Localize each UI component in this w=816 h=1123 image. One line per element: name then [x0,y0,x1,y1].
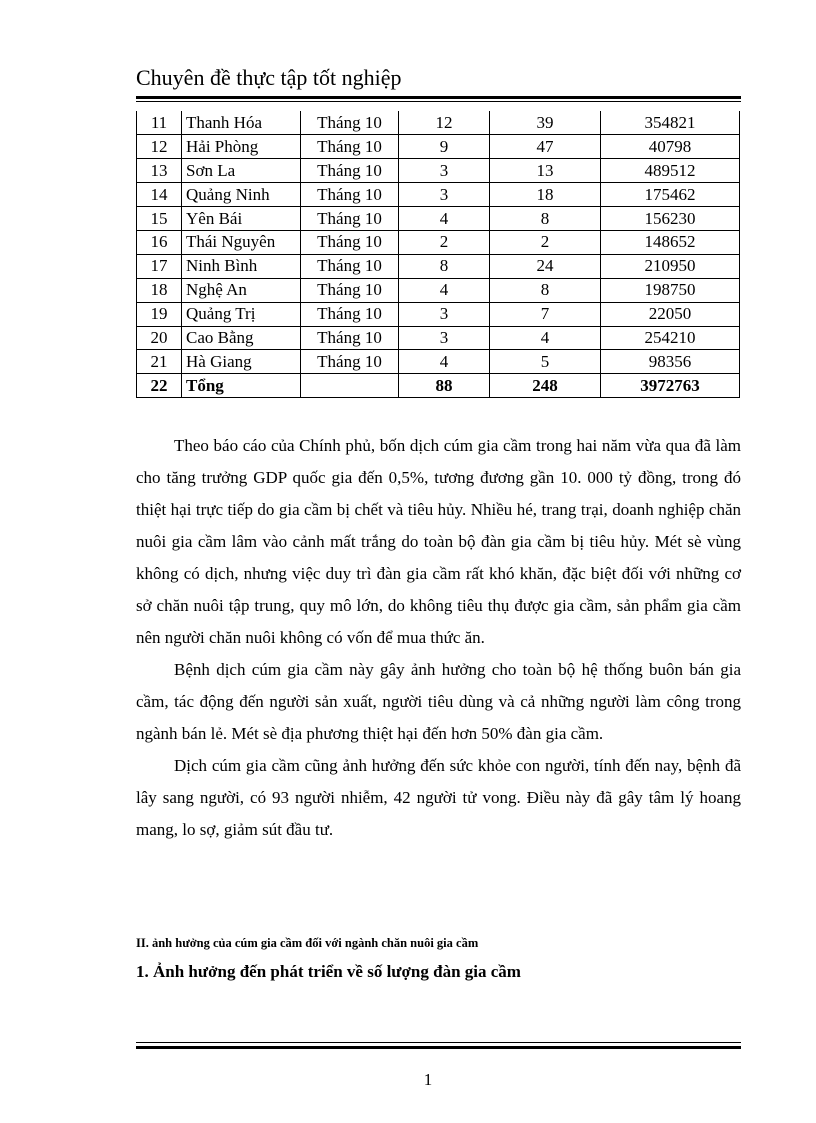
poultry-count-cell: 22050 [601,302,740,326]
province-cell: Yên Bái [182,207,301,231]
paragraph-1: Theo báo cáo của Chính phủ, bốn dịch cúm gia cầm trong hai năm vừa qua đã làm cho tăng trưởng GDP quốc gia đến 0,5%, tương đương gần 10. 000 tỷ đồng, trong đó thiệt hại trực tiếp do gia cầm bị chết và tiêu hủy. Nhiều hé, trang trại, doanh nghiệp chăn nuôi gia cầm lâm vào cảnh mất trắng do toàn bộ đàn gia cầm bị tiêu hủy. Mét sè vùng không có dịch, nhưng việc duy trì đàn gia cầm rất khó khăn, đặc biệt đối với những cơ sở chăn nuôi tập trung, quy mô lớn, do không tiêu thụ được gia cầm, sản phẩm gia cầm nên người chăn nuôi không có vốn để mua thức ăn. [136,436,741,647]
outbreak-count-cell: 4 [399,278,490,302]
table-row [137,183,740,207]
poultry-count-cell: 175462 [601,183,740,207]
table-row [137,326,740,350]
province-cell: Hà Giang [182,350,301,374]
row-number-cell: 20 [137,326,182,350]
poultry-count-cell: 198750 [601,278,740,302]
table-row [137,111,740,135]
month-cell: Tháng 10 [301,302,399,326]
outbreak-count-cell: 12 [399,111,490,135]
outbreak-count-cell: 2 [399,230,490,254]
month-cell: Tháng 10 [301,230,399,254]
outbreak-count-cell: 8 [399,254,490,278]
poultry-count-cell: 3972763 [601,374,740,398]
commune-count-cell: 18 [490,183,601,207]
row-number-cell: 13 [137,159,182,183]
section-heading-ii: II. ảnh hưởng của cúm gia cầm đối với ngành chăn nuôi gia cầm [136,936,479,950]
province-cell: Tổng [182,374,301,398]
outbreak-count-cell: 4 [399,207,490,231]
province-cell: Cao Bằng [182,326,301,350]
table-row [137,302,740,326]
month-cell: Tháng 10 [301,135,399,159]
month-cell: Tháng 10 [301,159,399,183]
poultry-count-cell: 98356 [601,350,740,374]
commune-count-cell: 2 [490,230,601,254]
month-cell: Tháng 10 [301,207,399,231]
page-number: 1 [423,1070,433,1089]
province-cell: Quảng Trị [182,302,301,326]
commune-count-cell: 4 [490,326,601,350]
commune-count-cell: 8 [490,278,601,302]
month-cell: Tháng 10 [301,350,399,374]
table-row [137,135,740,159]
month-cell [301,374,399,398]
poultry-count-cell: 354821 [601,111,740,135]
table-row [137,278,740,302]
poultry-count-cell: 489512 [601,159,740,183]
row-number-cell: 21 [137,350,182,374]
commune-count-cell: 39 [490,111,601,135]
poultry-count-cell: 148652 [601,230,740,254]
commune-count-cell: 5 [490,350,601,374]
province-cell: Ninh Bình [182,254,301,278]
poultry-count-cell: 254210 [601,326,740,350]
poultry-count-cell: 210950 [601,254,740,278]
document-header-title: Chuyên đề thực tập tốt nghiệp [136,65,402,90]
outbreak-count-cell: 3 [399,326,490,350]
row-number-cell: 17 [137,254,182,278]
row-number-cell: 14 [137,183,182,207]
row-number-cell: 11 [137,111,182,135]
table-total-row [137,374,740,398]
month-cell: Tháng 10 [301,254,399,278]
commune-count-cell: 24 [490,254,601,278]
header-rule-thick [136,96,741,99]
month-cell: Tháng 10 [301,278,399,302]
poultry-count-cell: 156230 [601,207,740,231]
month-cell: Tháng 10 [301,183,399,207]
province-cell: Nghệ An [182,278,301,302]
row-number-cell: 18 [137,278,182,302]
province-cell: Thái Nguyên [182,230,301,254]
outbreak-count-cell: 3 [399,159,490,183]
row-number-cell: 22 [137,374,182,398]
month-cell: Tháng 10 [301,326,399,350]
body-text [136,430,741,846]
outbreak-count-cell: 9 [399,135,490,159]
commune-count-cell: 47 [490,135,601,159]
province-cell: Hải Phòng [182,135,301,159]
outbreak-count-cell: 3 [399,183,490,207]
poultry-count-cell: 40798 [601,135,740,159]
province-cell: Quảng Ninh [182,183,301,207]
section-heading-1: 1. Ảnh hưởng đến phát triển về số lượng đàn gia cầm [136,962,521,981]
commune-count-cell: 7 [490,302,601,326]
footer-rule-thin [136,1042,741,1043]
outbreak-count-cell: 88 [399,374,490,398]
statistics-table [136,111,740,398]
table-row [137,159,740,183]
row-number-cell: 19 [137,302,182,326]
paragraph-2: Bệnh dịch cúm gia cầm này gây ảnh hưởng cho toàn bộ hệ thống buôn bán gia cầm, tác động đến người sản xuất, người tiêu dùng và cả những người làm công trong ngành bán lẻ. Mét sè địa phương thiệt hại đến hơn 50% đàn gia cầm. [136,660,741,743]
paragraph-3: Dịch cúm gia cầm cũng ảnh hưởng đến sức khỏe con người, tính đến nay, bệnh đã lây sang người, có 93 người nhiễm, 42 người tử vong. Điều này đã gây tâm lý hoang mang, lo sợ, giảm sút đầu tư. [136,756,741,839]
table-row [137,207,740,231]
commune-count-cell: 248 [490,374,601,398]
row-number-cell: 12 [137,135,182,159]
row-number-cell: 16 [137,230,182,254]
table-row [137,230,740,254]
commune-count-cell: 8 [490,207,601,231]
outbreak-count-cell: 3 [399,302,490,326]
outbreak-count-cell: 4 [399,350,490,374]
footer-rule-thick [136,1046,741,1049]
table-row [137,350,740,374]
row-number-cell: 15 [137,207,182,231]
table-row [137,254,740,278]
commune-count-cell: 13 [490,159,601,183]
month-cell: Tháng 10 [301,111,399,135]
province-cell: Sơn La [182,159,301,183]
province-cell: Thanh Hóa [182,111,301,135]
header-rule-thin [136,101,741,102]
